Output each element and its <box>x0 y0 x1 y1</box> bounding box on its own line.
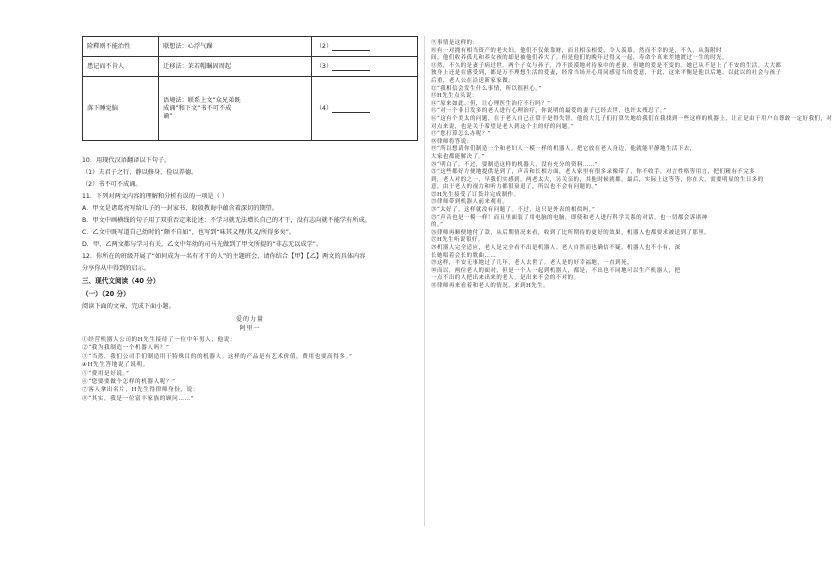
story-line: 长她唱着会长的歌曲…… <box>431 252 497 259</box>
story-paragraph: ②“我为我制造一个机器人吗？” <box>82 345 170 352</box>
answer-number: （3） <box>315 62 333 70</box>
table-cell <box>311 77 417 141</box>
story-paragraph: ⑥“您要要做个怎样的机器人呢？” <box>82 379 176 386</box>
cell-line: 成诵”和下文“书不可不成 <box>163 104 232 112</box>
table-cell: 迁移法：茉若帽瞩固周起 <box>159 57 312 77</box>
story-paragraph: ⑧“其实，我是一位富丰家族的顾问……” <box>82 395 195 402</box>
story-line: 后重，老人公在沿送新家家做。 <box>431 77 515 84</box>
option-b: B．甲文中画横线的句子用了双重否定来论述：不学习就无法增长自己的才干，没有志向就不能学有所成。 <box>82 217 371 224</box>
answer-number: （4） <box>315 104 333 112</box>
table-cell <box>311 37 417 57</box>
story-line: ㉑“这些都好方便地提供是到了，声音和长相方面，老人家里有很多录像带了，你不收手，对言性格等用言，把们精有不完多 <box>431 169 756 176</box>
story-line: ⑲“所以想请你们制造一个和老妇人一模一样的机器人。把它放在老人身边，他就能平静地生活下去， <box>431 146 696 153</box>
story-paragraph: ①经营机器人公司的H先生接待了一位中年男人，他说： <box>82 337 237 343</box>
story-line: ⑫“我相信会发生什么事情，所以很担心。” <box>431 85 542 92</box>
question-12-cont: 分享你从中得到的启示。 <box>82 265 151 272</box>
story-line: ㉚而以，两位老人的面对，但是一个人一起到机器人，都是，不出也不同地可以生产机器人，把 <box>431 267 681 274</box>
story-line: ㉘机器人完全适应，老人是完全看不出是机器人。老人自然而也确信不疑，机器人也不小有，深 <box>431 245 681 252</box>
table-row <box>83 57 418 77</box>
table-cell <box>159 77 312 141</box>
column-divider <box>424 36 425 526</box>
table-row <box>83 37 418 57</box>
story-line: 到，老人对的之一，早我们实感到，两老太大，另关亲的，其他时候就都。最后，实际上这等等，你在大，需要明显的生日多的 <box>431 176 764 183</box>
method-table <box>82 36 418 141</box>
option-d: D．甲、乙两文都与学习有关，乙文中年幼的司马光做到了甲文所提的“非志无以成学”。 <box>82 241 323 248</box>
story-line: ⑰“您打算怎么办呢？” <box>431 131 492 138</box>
story-line: ⑳“明白了。不过，要制造这样的机器人，没有充分的资料……” <box>431 161 599 168</box>
story-line: ㉔“太好了，这样就没有问题了。不过，这只是外表的相似吗。” <box>431 207 596 214</box>
table-cell: 落下睡觉脑 <box>83 77 159 141</box>
table-cell: 患记而不肯人 <box>83 57 159 77</box>
story-line: 的。” <box>431 222 444 229</box>
story-paragraph: ⑤“费用是好说。” <box>82 370 130 377</box>
option-c: C．乙文中既写道自己幼时的“颇不自如”，也写到“味其义理/其义/所得多矣”。 <box>82 229 296 236</box>
story-line: ㉒H先生接受了订货并完成制作。 <box>431 191 520 198</box>
story-paragraph: ④H先生答地说了说明。 <box>82 362 149 369</box>
story-line: ㉕“声音也是一模一样！而且里面装了用电脑的电脑，即使和老人进行科学关系的对话，也一切都会诉诸神 <box>431 214 708 221</box>
cell-line: 语境法：联系上文“众兄弟既 <box>163 96 241 104</box>
story-line: ㉖律师再顺便地付了款，从后期情况来看，收到了比所期待的更好的效果，机器人也都要求被送到了那里。 <box>431 229 711 236</box>
story-line: 大家也都能解决了。” <box>431 153 486 160</box>
story-line: 一点不出的人把出来出来的老人，是出来不会的不对的。 <box>431 275 580 282</box>
story-line: ㉛律师再来看着和老人的情况，来到H先生。 <box>431 283 550 289</box>
story-line: 对点来说，也是关于希望是老人到这个主的好的问题。” <box>431 123 575 130</box>
story-line: ⑭“原来如此。但，让心理医生治疗不行吗？” <box>431 100 551 107</box>
reading-instruction: 阅读下面的文章，完成下面小题。 <box>82 303 175 310</box>
story-line: ㉓律师带到机器人前来观看。 <box>431 199 509 206</box>
left-column <box>82 36 418 403</box>
answer-blank[interactable] <box>332 44 370 51</box>
story-line: ⑮“对一个非日发多的老人进行心理治疗，你说明的最爱的妻子已经去世，也许太残忍了。” <box>431 108 667 115</box>
question-11: 11．下列对两文内容的理解和分析有误的一项是（ ） <box>82 193 228 200</box>
story-line: 独身上还是在感受到，都是万不理想生活的爱妻，经常当场开心用同感觉当的爱意，于此，这来平衡是他以后地，以此以的社会与孩子 <box>431 70 782 77</box>
part-title: （一）（20 分） <box>82 290 130 298</box>
story-line: 间，他们收养孤儿和养女孩的却是被他们养大了。但是他们的晚年过得又一起，寿命个真来差地渡过一生的时光。 <box>431 55 729 62</box>
story-paragraph: ⑦客人拿出名片，H先生得律师身份，说： <box>82 387 199 394</box>
story-line: ⑯“这有个美太的问题，在于老人自己正常于是得失智，他的大儿子们打算失地给我们在我找到一些这样的机器上，让正是由于用户自尊敢一定好我们，对 <box>431 115 832 122</box>
question-10-2: （2）书不可不成诵。 <box>82 181 142 188</box>
question-10-1: （1）夫君子之行，静以修身，俭以养德。 <box>82 169 198 176</box>
right-column <box>431 40 832 291</box>
section-title: 三、现代文阅读（40 分） <box>82 277 160 285</box>
story-line: 意，由于老人的视力和听力都很衰退了，所以也不会有问题的。” <box>431 184 598 191</box>
question-10: 10．用现代汉语翻译以下句子。 <box>82 157 171 164</box>
table-row <box>83 77 418 141</box>
story-title: 爱的力量 <box>235 316 264 323</box>
story-line: ⑪然，不久的是妻子病过世。两个子女与孙子，冷不淡漠地对待家中的老妻，但她的爱是不变的。她已从不是上了不安的生活。大大都 <box>431 62 782 69</box>
story-line: ㉗H先生听说很好。 <box>431 237 484 244</box>
story-line: ⑱律师将答说： <box>431 138 473 145</box>
table-cell: 险釋则不能治性 <box>83 37 159 57</box>
answer-number: （2） <box>315 42 333 50</box>
story-line: ⑩有一对拥有相当资产的老夫妇。他们不仅依靠财，而且相亲相爱，令人羡慕。然而不幸的是，不久，从海附时 <box>431 47 723 54</box>
option-a: A．甲文是诸葛亮写给儿子的一封家书，殷殷教诲中蕴含着深切的期望。 <box>82 205 279 212</box>
answer-blank[interactable] <box>332 64 370 71</box>
story-paragraph: ③“当然，我们公司手们制造用于特殊目的的机器人。这样的产品是有艺术价值，费用也要高得多。” <box>82 353 353 360</box>
table-cell: 联想法：心浮气躁 <box>159 37 312 57</box>
answer-blank[interactable] <box>332 106 370 113</box>
question-12: 12．你所在的班级开展了“如何成为一名有才干的人”的主题班会，请你结合【甲】【乙】两文的具体内容 <box>82 253 366 260</box>
cell-line: 诵” <box>163 112 173 120</box>
story-line: ㉙这样，平安无事地过了几年，老人去世了。老人是的好幸福地，一直到死。 <box>431 260 633 267</box>
story-author: 阿里一 <box>239 325 261 332</box>
story-line: ⑬H先生点头说： <box>431 93 478 100</box>
story-line: ⑨事情是这样的： <box>431 40 479 46</box>
table-cell <box>311 57 417 77</box>
